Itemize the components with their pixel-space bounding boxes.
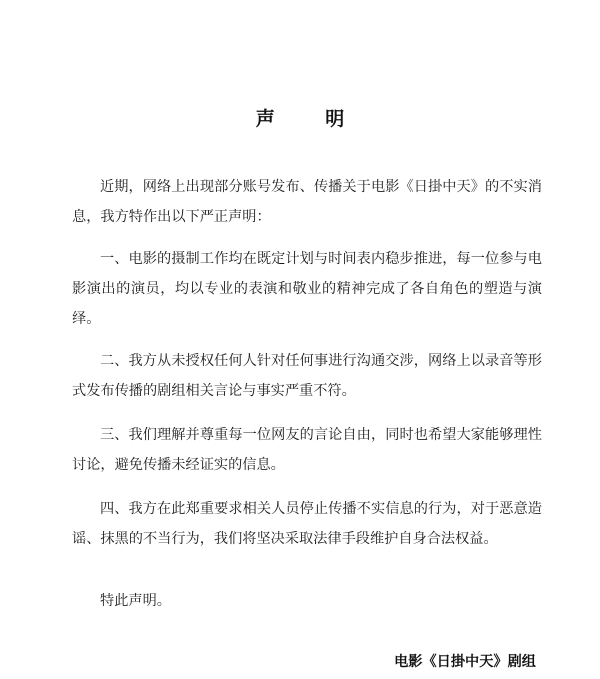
point-paragraph-1: 一、电影的摄制工作均在既定计划与时间表内稳步推进，每一位参与电影演出的演员，均以专业的表演和敬业的精神完成了各自角色的塑造与演绎。 — [72, 251, 542, 327]
point-paragraph-2: 二、我方从未授权任何人针对任何事进行沟通交涉，网络上以录音等形式发布传播的剧组相关言论与事实严重不符。 — [72, 353, 542, 399]
intro-paragraph: 近期，网络上出现部分账号发布、传播关于电影《日掛中天》的不实消息，我方特作出以下严正声明： — [72, 179, 542, 225]
document-title: 声 明 — [255, 108, 367, 130]
closing-line: 特此声明。 — [100, 593, 171, 609]
point-paragraph-4: 四、我方在此郑重要求相关人员停止传播不实信息的行为，对于恶意造谣、抹黑的不当行为，我们将坚决采取法律手段维护自身合法权益。 — [72, 501, 542, 547]
point-paragraph-3: 三、我们理解并尊重每一位网友的言论自由，同时也希望大家能够理性讨论，避免传播未经证实的信息。 — [72, 427, 542, 473]
signature: 电影《日掛中天》剧组 — [394, 654, 536, 670]
